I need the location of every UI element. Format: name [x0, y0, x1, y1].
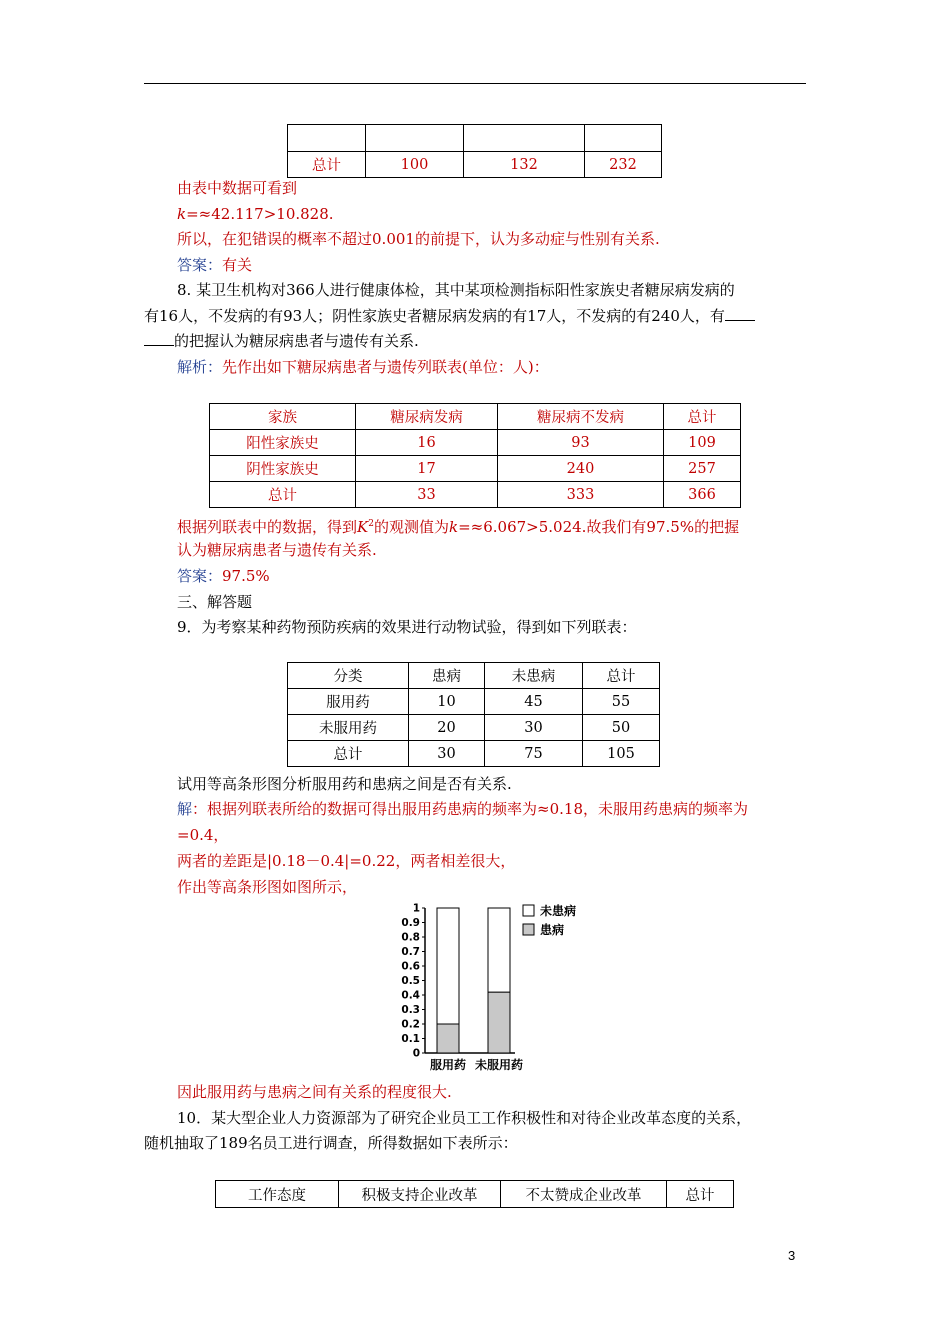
y-tick-label: 0: [412, 1047, 420, 1060]
q7-line2: k=≈42.117>10.828.: [177, 205, 334, 223]
q8-conclusion-line1: 根据列联表中的数据，得到$K^2$的观测值为k=≈6.067>5.024.故我们有97.5%的把握: [177, 518, 740, 536]
table-row: 分类 患病 未患病 总计: [288, 663, 660, 689]
q7-line3: 所以，在犯错误的概率不超过0.001的前提下，认为多动症与性别有关系.: [177, 230, 660, 248]
y-tick-label: 1: [412, 902, 420, 915]
stacked-bar-chart: [380, 900, 600, 1075]
page-number: 3: [788, 1248, 796, 1263]
attitude-table: [215, 1180, 734, 1208]
q9-solution-line1: 解：根据列联表所给的数据可得出服用药患病的频率为≈0.18，未服用药患病的频率为: [177, 800, 748, 818]
diabetes-table: [209, 403, 741, 508]
y-tick-label: 0.1: [401, 1033, 420, 1045]
y-tick-label: 0.7: [401, 946, 420, 958]
y-tick-label: 0.2: [401, 1018, 420, 1031]
section-title: 三、解答题: [177, 593, 253, 611]
header-rule: [144, 83, 806, 84]
y-tick-label: 0.5: [401, 975, 420, 987]
q9-question: 试用等高条形图分析服用药和患病之间是否有关系.: [177, 775, 512, 793]
q9-solution-line4: 作出等高条形图如图所示，: [177, 878, 358, 896]
x-tick-label: 未服用药: [474, 1058, 524, 1072]
table-row: 总计 100 132 232: [288, 152, 662, 178]
q8-conclusion-line2: 认为糖尿病患者与遗传有关系.: [177, 541, 377, 559]
q9-conclusion: 因此服用药与患病之间有关系的程度很大.: [177, 1083, 452, 1101]
y-tick-label: 0.3: [401, 1004, 420, 1016]
q8-answer: 答案：97.5%: [177, 567, 270, 585]
q9-solution-line3: 两者的差距是|0.18－0.4|=0.22，两者相差很大，: [177, 852, 516, 870]
y-tick-label: 0.8: [401, 931, 420, 944]
table-row: 服用药 10 45 55: [288, 689, 660, 715]
table-row: [288, 125, 662, 152]
q8-stem-line2: 有16人，不发病的有93人；阴性家族史者糖尿病发病的有17人，不发病的有240人，有: [144, 306, 755, 326]
q10-line1: 10．某大型企业人力资源部为了研究企业员工工作积极性和对待企业改革态度的关系，: [177, 1109, 752, 1127]
q8-stem-line3: 的把握认为糖尿病患者与遗传有关系.: [144, 331, 419, 351]
q10-line2: 随机抽取了189名员工进行调查，所得数据如下表所示：: [144, 1134, 518, 1152]
legend-label: 患病: [540, 923, 565, 937]
table-row: 阴性家族史 17 240 257: [210, 456, 741, 482]
table-row: 阳性家族史 16 93 109: [210, 430, 741, 456]
bar-segment: [488, 908, 510, 992]
gender-table-tail: [287, 124, 662, 178]
table-row: 工作态度 积极支持企业改革 不太赞成企业改革 总计: [216, 1181, 734, 1208]
table-row: 家族 糖尿病发病 糖尿病不发病 总计: [210, 404, 741, 430]
q8-analysis: 解析：先作出如下糖尿病患者与遗传列联表(单位：人)：: [177, 358, 549, 376]
table-row: 总计 33 333 366: [210, 482, 741, 508]
y-tick-label: 0.4: [401, 989, 420, 1002]
legend-swatch: [523, 924, 534, 935]
drug-table: [287, 662, 660, 767]
q9-solution-line2: =0.4，: [177, 826, 229, 844]
chart-svg: [380, 900, 600, 1075]
table-row: 总计 30 75 105: [288, 741, 660, 767]
legend-label: 未患病: [540, 904, 577, 918]
table-row: 未服用药 20 30 50: [288, 715, 660, 741]
x-tick-label: 服用药: [429, 1058, 467, 1072]
bar-segment: [437, 1024, 459, 1053]
legend-swatch: [523, 905, 534, 916]
y-tick-label: 0.6: [401, 960, 420, 973]
q9-stem: 9．为考察某种药物预防疾病的效果进行动物试验，得到如下列联表：: [177, 618, 637, 636]
y-tick-label: 0.9: [401, 917, 420, 929]
q7-line1: 由表中数据可看到: [177, 179, 298, 197]
fill-blank: [725, 306, 755, 321]
q7-answer: 答案：有关: [177, 256, 253, 274]
bar-segment: [437, 908, 459, 1024]
bar-segment: [488, 992, 510, 1053]
q8-stem-line1: 8. 某卫生机构对366人进行健康体检，其中某项检测指标阳性家族史者糖尿病发病的: [177, 281, 735, 299]
fill-blank: [144, 331, 174, 346]
